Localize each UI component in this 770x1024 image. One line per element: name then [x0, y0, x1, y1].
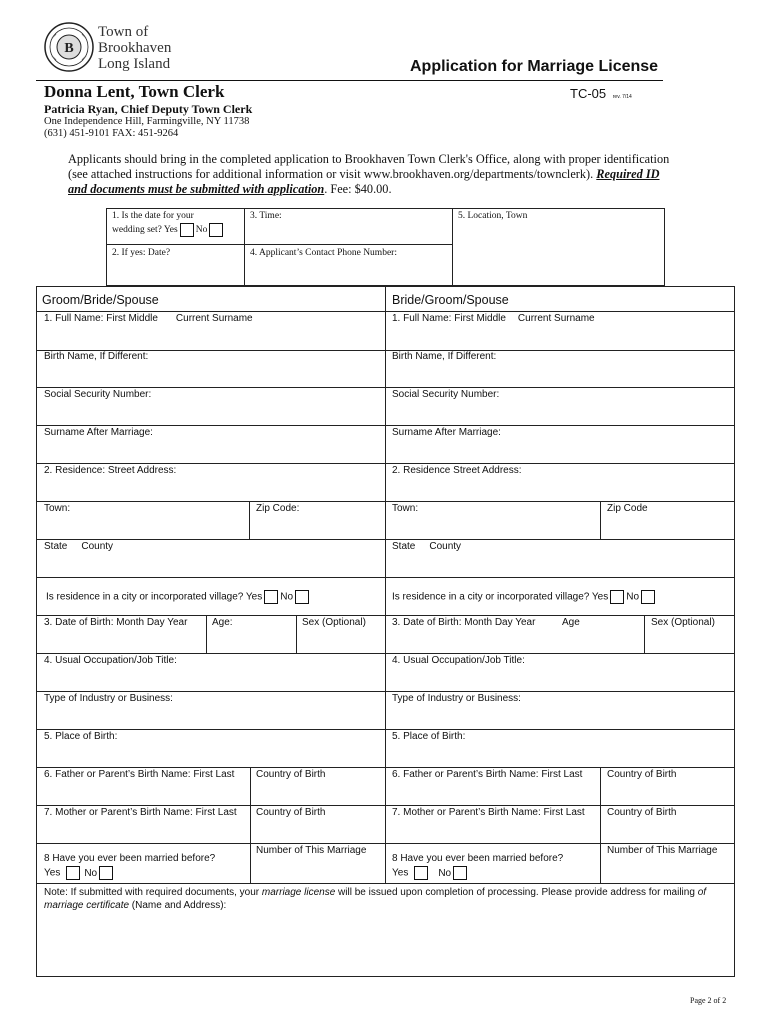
- page-number: Page 2 of 2: [690, 996, 727, 1005]
- left-number-marriage[interactable]: Number of This Marriage: [256, 845, 367, 856]
- title-rule: [36, 80, 663, 81]
- left-age[interactable]: Age:: [212, 617, 233, 628]
- wedding-date[interactable]: 2. If yes: Date?: [112, 248, 171, 258]
- right-married-yes-checkbox[interactable]: [414, 866, 428, 880]
- left-residence[interactable]: 2. Residence: Street Address:: [44, 465, 177, 476]
- left-place-birth[interactable]: 5. Place of Birth:: [44, 731, 118, 742]
- left-incorporated-no-checkbox[interactable]: [295, 590, 309, 604]
- left-state-county[interactable]: State County: [44, 541, 114, 552]
- right-mother-country[interactable]: Country of Birth: [607, 807, 677, 818]
- left-occupation[interactable]: 4. Usual Occupation/Job Title:: [44, 655, 177, 666]
- right-father[interactable]: 6. Father or Parent’s Birth Name: First Last: [392, 769, 583, 780]
- right-residence[interactable]: 2. Residence Street Address:: [392, 465, 522, 476]
- left-dob[interactable]: 3. Date of Birth: Month Day Year: [44, 617, 188, 628]
- left-mother-country[interactable]: Country of Birth: [256, 807, 326, 818]
- wedding-time[interactable]: 3. Time:: [250, 211, 282, 221]
- right-place-birth[interactable]: 5. Place of Birth:: [392, 731, 466, 742]
- wedding-set-yes-checkbox[interactable]: [180, 223, 194, 237]
- right-age[interactable]: Age: [562, 617, 580, 628]
- left-incorporated: Is residence in a city or incorporated village? Yes No: [46, 590, 311, 604]
- left-mother[interactable]: 7. Mother or Parent’s Birth Name: First Last: [44, 807, 237, 818]
- intro-text: Applicants should bring in the completed application to Brookhaven Town Clerk's Office, along with proper identification (see attached instructions for additional information or visit www.brookhaven.org/departments/townclerk). Required ID and documents must be submitted with application. Fee: $40.00.: [68, 152, 670, 196]
- right-incorporated-yes-checkbox[interactable]: [610, 590, 624, 604]
- right-married-before: 8 Have you ever been married before? Yes No: [392, 853, 564, 879]
- left-incorporated-yes-checkbox[interactable]: [264, 590, 278, 604]
- right-occupation[interactable]: 4. Usual Occupation/Job Title:: [392, 655, 525, 666]
- office-phone: (631) 451-9101 FAX: 451-9264: [44, 128, 179, 139]
- town-seal: [44, 22, 94, 72]
- left-father[interactable]: 6. Father or Parent’s Birth Name: First Last: [44, 769, 235, 780]
- left-father-country[interactable]: Country of Birth: [256, 769, 326, 780]
- left-zip[interactable]: Zip Code:: [256, 503, 300, 514]
- right-incorporated: Is residence in a city or incorporated village? Yes No: [392, 590, 657, 604]
- left-heading: Groom/Bride/Spouse: [42, 293, 159, 307]
- right-father-country[interactable]: Country of Birth: [607, 769, 677, 780]
- left-surname-after[interactable]: Surname After Marriage:: [44, 427, 153, 438]
- applicant-phone[interactable]: 4. Applicant’s Contact Phone Number:: [250, 248, 397, 258]
- right-number-marriage[interactable]: Number of This Marriage: [607, 845, 718, 856]
- left-sex[interactable]: Sex (Optional): [302, 617, 366, 628]
- right-town[interactable]: Town:: [392, 503, 419, 514]
- clerk-name: Donna Lent, Town Clerk: [44, 82, 225, 101]
- left-ssn[interactable]: Social Security Number:: [44, 389, 152, 400]
- right-state-county[interactable]: State County: [392, 541, 462, 552]
- wedding-location[interactable]: 5. Location, Town: [458, 211, 528, 221]
- left-town[interactable]: Town:: [44, 503, 71, 514]
- right-married-no-checkbox[interactable]: [453, 866, 467, 880]
- left-birth-name[interactable]: Birth Name, If Different:: [44, 351, 149, 362]
- office-address: One Independence Hill, Farmingville, NY 11738: [44, 116, 250, 127]
- left-full-name[interactable]: 1. Full Name: First Middle Current Surname: [44, 313, 253, 324]
- right-ssn[interactable]: Social Security Number:: [392, 389, 500, 400]
- town-name: Town of Brookhaven Long Island: [98, 24, 172, 72]
- wedding-set-no-checkbox[interactable]: [209, 223, 223, 237]
- right-mother[interactable]: 7. Mother or Parent’s Birth Name: First Last: [392, 807, 585, 818]
- left-married-no-checkbox[interactable]: [99, 866, 113, 880]
- deputy-clerk: Patricia Ryan, Chief Deputy Town Clerk: [44, 102, 253, 116]
- right-incorporated-no-checkbox[interactable]: [641, 590, 655, 604]
- right-full-name[interactable]: 1. Full Name: First Middle Current Surname: [392, 313, 595, 324]
- right-dob[interactable]: 3. Date of Birth: Month Day Year: [392, 617, 536, 628]
- svg-text:B: B: [64, 41, 74, 56]
- mailing-address-note[interactable]: Note: If submitted with required documents, your marriage license will be issued upon completion of processing. Please provide address for mailing of marriage certificate (Name and Address):: [44, 887, 707, 911]
- right-surname-after[interactable]: Surname After Marriage:: [392, 427, 501, 438]
- right-sex[interactable]: Sex (Optional): [651, 617, 715, 628]
- left-industry[interactable]: Type of Industry or Business:: [44, 693, 173, 704]
- form-title: Application for Marriage License: [410, 58, 659, 75]
- right-zip[interactable]: Zip Code: [607, 503, 648, 514]
- right-industry[interactable]: Type of Industry or Business:: [392, 693, 521, 704]
- left-married-before: 8 Have you ever been married before? Yes No: [44, 853, 216, 879]
- wedding-date-set: 1. Is the date for your wedding set? Yes No: [112, 210, 225, 237]
- left-married-yes-checkbox[interactable]: [66, 866, 80, 880]
- right-birth-name[interactable]: Birth Name, If Different:: [392, 351, 497, 362]
- right-heading: Bride/Groom/Spouse: [392, 293, 509, 307]
- form-code: TC-05 rev. 7/14: [570, 86, 632, 101]
